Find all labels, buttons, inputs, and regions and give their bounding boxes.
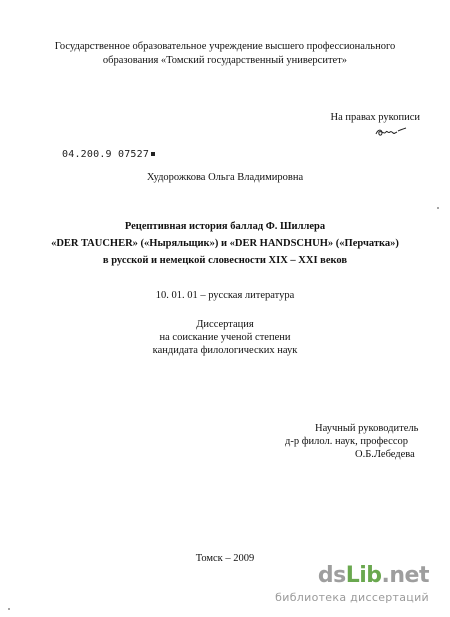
institution-header <box>0 40 450 68</box>
rights-label: На правах рукописи <box>330 112 420 123</box>
title-line-1: Рецептивная история баллад Ф. Шиллера <box>124 221 326 232</box>
scientific-advisor <box>285 422 422 461</box>
institution-line-2: образования «Томский государственный университет» <box>102 55 348 66</box>
registration-number-text: 04.200.9 07527 <box>62 149 150 160</box>
degree-statement <box>0 318 450 357</box>
advisor-line-3: О.Б.Лебедева <box>355 449 415 460</box>
handwritten-signature <box>374 126 408 138</box>
manuscript-rights <box>331 111 420 138</box>
author-name: Худорожкова Ольга Владимировна <box>146 172 304 183</box>
dissertation-title <box>0 218 450 269</box>
degree-line-1: Диссертация <box>196 319 254 330</box>
scan-speck <box>8 608 10 610</box>
specialty-code: 10. 01. 01 – русская литература <box>155 290 295 301</box>
watermark-logo <box>318 563 429 588</box>
degree-line-2: на соискание ученой степени <box>159 332 291 343</box>
institution-line-1: Государственное образовательное учреждение высшего профессионального <box>54 41 396 52</box>
watermark-net: .net <box>381 563 429 588</box>
title-line-3: в русской и немецкой словесности XIX – XXI веков <box>102 255 348 266</box>
watermark-ds: ds <box>317 563 346 588</box>
degree-line-3: кандидата филологических наук <box>152 345 298 356</box>
advisor-line-2: д-р филол. наук, профессор <box>285 436 408 447</box>
registration-number <box>62 149 155 160</box>
title-line-2: «DER TAUCHER» («Ныряльщик») и «DER HANDSCHUH» («Перчатка») <box>51 238 399 249</box>
registration-mark <box>151 152 155 156</box>
city-year: Томск – 2009 <box>195 553 255 564</box>
watermark-tagline: библиотека диссертаций <box>275 591 429 604</box>
watermark-lib: Lib <box>345 563 382 588</box>
dslib-watermark[interactable] <box>257 563 441 613</box>
scan-speck <box>437 207 439 209</box>
advisor-line-1: Научный руководитель <box>315 423 419 434</box>
